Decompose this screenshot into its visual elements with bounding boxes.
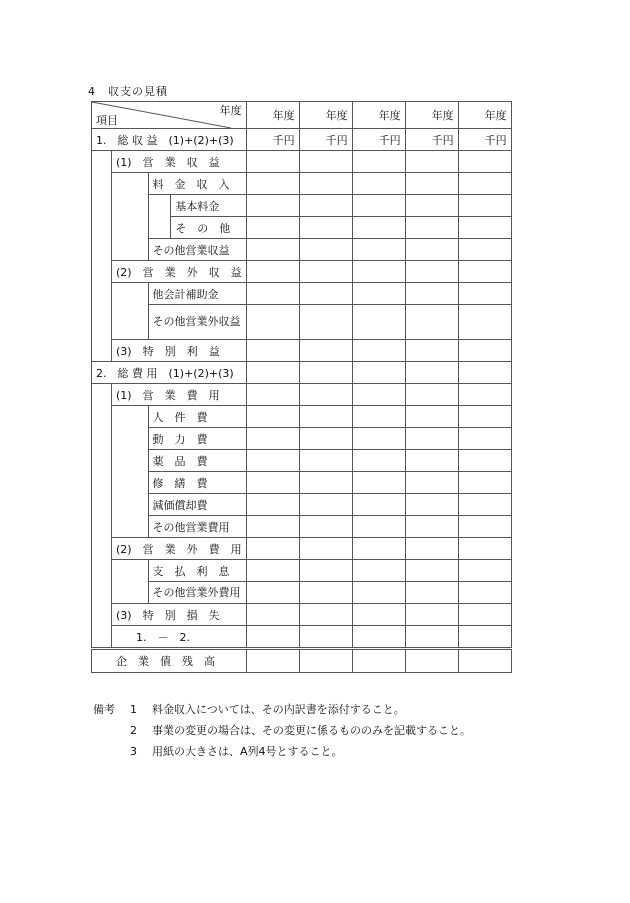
year-column-2: 年度 [299,102,352,129]
row-other-operating-revenue [92,239,512,261]
total-expense-label: 2. 総 費 用 (1)+(2)+(3) [92,362,247,384]
row-subsidy [92,283,512,305]
remark-item [93,720,471,741]
row-fee-revenue [92,173,512,195]
other-non-operating-expense-label: その他営業外費用 [148,582,246,604]
section-title: 4 収支の見積 [88,85,168,98]
remarks-label: 備考 [93,703,115,716]
remark-number: 3 [130,745,137,758]
subsidy-label: 他会計補助金 [148,283,246,305]
header-item-label: 項目 [96,114,118,127]
depreciation-label: 減価償却費 [148,494,246,516]
unit-cell: 千円 [405,129,458,151]
basic-fee-label: 基本料金 [171,195,246,217]
personnel-label: 人 件 費 [148,406,246,428]
unit-cell: 千円 [299,129,352,151]
bond-balance-label: 企 業 債 残 高 [92,649,247,673]
non-operating-revenue-label: (2) 営 業 外 収 益 [112,261,247,283]
row-non-operating-expense [92,538,512,560]
total-revenue-label: 1. 総 収 益 (1)+(2)+(3) [92,129,247,151]
indent-cell [112,406,149,538]
operating-revenue-label: (1) 営 業 収 益 [112,151,247,173]
unit-cell: 千円 [352,129,405,151]
difference-label: 1. － 2. [112,626,247,649]
operating-expense-label: (1) 営 業 費 用 [112,384,247,406]
row-other-operating-expense [92,516,512,538]
unit-cell: 千円 [246,129,299,151]
fee-revenue-label: 料 金 収 入 [148,173,246,195]
remark-text: 用紙の大きさは、A列4号とすること。 [152,745,343,758]
non-operating-expense-label: (2) 営 業 外 費 用 [112,538,247,560]
indent-cell [148,195,171,239]
indent-cell [112,283,149,340]
chemicals-label: 薬 品 費 [148,450,246,472]
row-chemicals [92,450,512,472]
row-personnel [92,406,512,428]
year-column-5: 年度 [458,102,511,129]
row-operating-expense [92,384,512,406]
row-non-operating-revenue [92,261,512,283]
remarks [93,699,471,762]
year-column-1: 年度 [246,102,299,129]
row-basic-fee [92,195,512,217]
remark-item [93,699,471,720]
remark-item [93,741,471,762]
row-special-profit [92,340,512,362]
year-column-4: 年度 [405,102,458,129]
remark-text: 事業の変更の場合は、その変更に係るもののみを記載すること。 [152,724,471,737]
row-interest [92,560,512,582]
row-special-loss [92,604,512,626]
other-non-operating-revenue-label: その他営業外収益 [148,305,246,340]
row-other-non-operating-revenue [92,305,512,340]
row-total-expense [92,362,512,384]
row-total-revenue [92,129,512,151]
row-depreciation [92,494,512,516]
indent-cell [112,173,149,261]
power-label: 動 力 費 [148,428,246,450]
row-operating-revenue [92,151,512,173]
diagonal-header-cell [92,102,247,129]
interest-label: 支 払 利 息 [148,560,246,582]
other-operating-expense-label: その他営業費用 [148,516,246,538]
header-year-label: 年度 [219,104,242,117]
indent-cell [112,560,149,604]
repair-label: 修 繕 費 [148,472,246,494]
year-column-3: 年度 [352,102,405,129]
special-loss-label: (3) 特 別 損 失 [112,604,247,626]
other-operating-revenue-label: その他営業収益 [148,239,246,261]
unit-cell: 千円 [458,129,511,151]
row-power [92,428,512,450]
remark-number: 1 [130,703,137,716]
header-row [92,102,512,129]
row-difference [92,626,512,649]
indent-cell [92,384,112,649]
row-other-non-operating-expense [92,582,512,604]
remark-number: 2 [130,724,137,737]
special-profit-label: (3) 特 別 利 益 [112,340,247,362]
revenue-expense-table [91,101,512,673]
row-repair [92,472,512,494]
row-bond-balance [92,649,512,673]
fee-other-label: そ の 他 [171,217,246,239]
indent-cell [92,151,112,362]
remark-text: 料金収入については、その内訳書を添付すること。 [152,703,405,716]
